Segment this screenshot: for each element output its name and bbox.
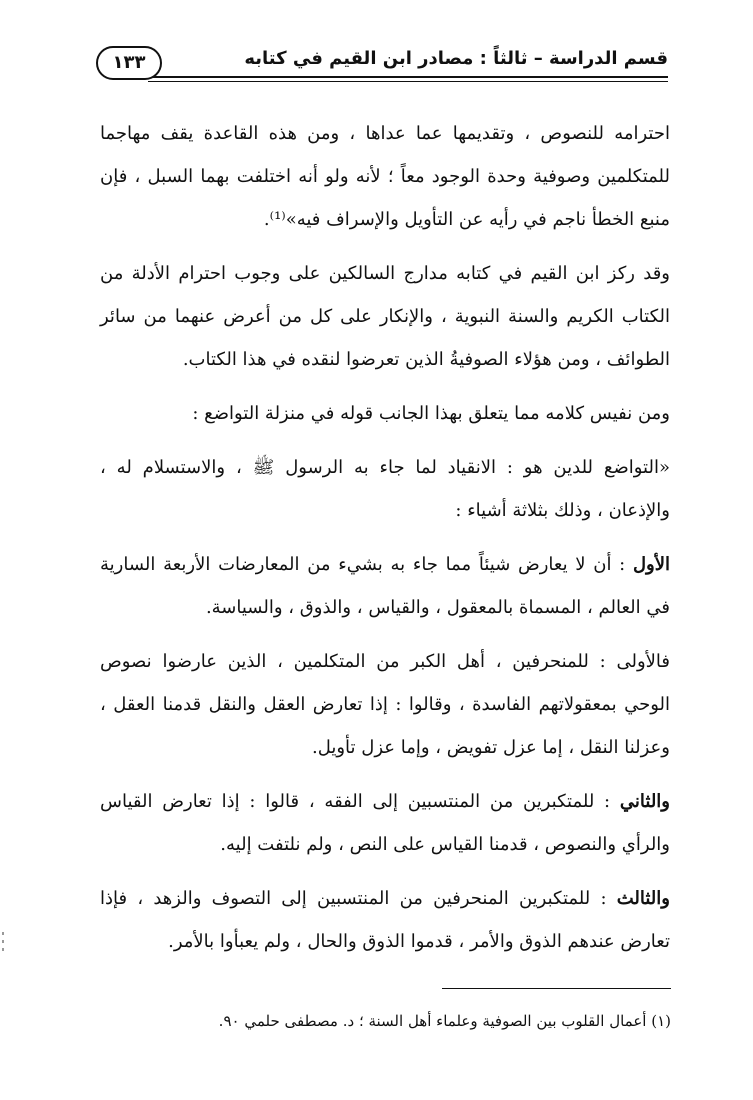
text-line: ومن نفيس كلامه مما يتعلق بهذا الجانب قوله في منزلة التواضع : <box>192 403 670 424</box>
scan-edge-mark <box>2 940 4 943</box>
text-line: فالأولى : للمنحرفين ، أهل الكبر من المتكلمين ، الذين عارضوا نصوص <box>100 651 670 672</box>
text-line: والإذعان ، وذلك بثلاثة أشياء : <box>455 500 670 521</box>
text-line: «التواضع للدين هو : الانقياد لما جاء به الرسول ﷺ ، والاستسلام له ، <box>100 457 670 478</box>
enumeration-lead-word: والثاني <box>619 791 670 812</box>
text-line: الوحي بمعقولاتهم الفاسدة ، وقالوا : إذا تعارض العقل والنقل قدمنا العقل ، <box>100 694 670 715</box>
text-line: احترامه للنصوص ، وتقديمها عما عداها ، ومن هذه القاعدة يقف مهاجما <box>100 123 670 144</box>
running-header-title: قسم الدراسة – ثالثاً : مصادر ابن القيم في كتابه <box>244 48 668 69</box>
footnote-separator <box>442 988 671 989</box>
text-line: والرأي والنصوص ، قدمنا القياس على النص ، ولم نلتفت إليه. <box>220 834 670 855</box>
text-line: وعزلنا النقل ، إما عزل تفويض ، وإما عزل تأويل. <box>311 737 670 758</box>
text-line: تعارض عندهم الذوق والأمر ، قدموا الذوق والحال ، ولم يعبأوا بالأمر. <box>168 931 670 952</box>
footnote: (١) أعمال القلوب بين الصوفية وعلماء أهل السنة ؛ د. مصطفى حلمي ٩٠. <box>218 1012 671 1030</box>
scan-edge-mark <box>2 932 4 935</box>
text-line-lead: والثاني : للمتكبرين من المنتسبين إلى الفقه ، قالوا : إذا تعارض القياس <box>100 791 670 812</box>
text-line: للمتكلمين وصوفية وحدة الوجود معاً ؛ لأنه ولو أنه اختلفت بهما السبل ، فإن <box>100 166 670 187</box>
header-rule <box>148 76 668 82</box>
text-line-lead: الأول : أن لا يعارض شيئاً مما جاء به بشيء من المعارضات الأربعة السارية <box>100 554 670 575</box>
body-text <box>100 112 670 963</box>
enumeration-lead-word: والثالث <box>616 888 670 909</box>
text-line: الطوائف ، ومن هؤلاء الصوفيةُ الذين تعرضوا لنقده في هذا الكتاب. <box>182 349 670 370</box>
text-line: منبع الخطأ ناجم في رأيه عن التأويل والإسراف فيه»⁽¹⁾. <box>263 209 670 230</box>
scan-edge-mark <box>2 948 4 951</box>
page-number: ١٣٣ <box>96 46 162 80</box>
text-line-lead: والثالث : للمتكبرين المنحرفين من المنتسبين إلى التصوف والزهد ، فإذا <box>100 888 670 909</box>
enumeration-lead-word: الأول <box>632 554 670 575</box>
running-header <box>96 42 668 86</box>
text-line: وقد ركز ابن القيم في كتابه مدارج السالكين على وجوب احترام الأدلة من <box>100 263 670 284</box>
text-line: في العالم ، المسماة بالمعقول ، والقياس ، والذوق ، والسياسة. <box>205 597 670 618</box>
text-line: الكتاب الكريم والسنة النبوية ، والإنكار على كل من أعرض عنهما من سائر <box>100 306 670 327</box>
